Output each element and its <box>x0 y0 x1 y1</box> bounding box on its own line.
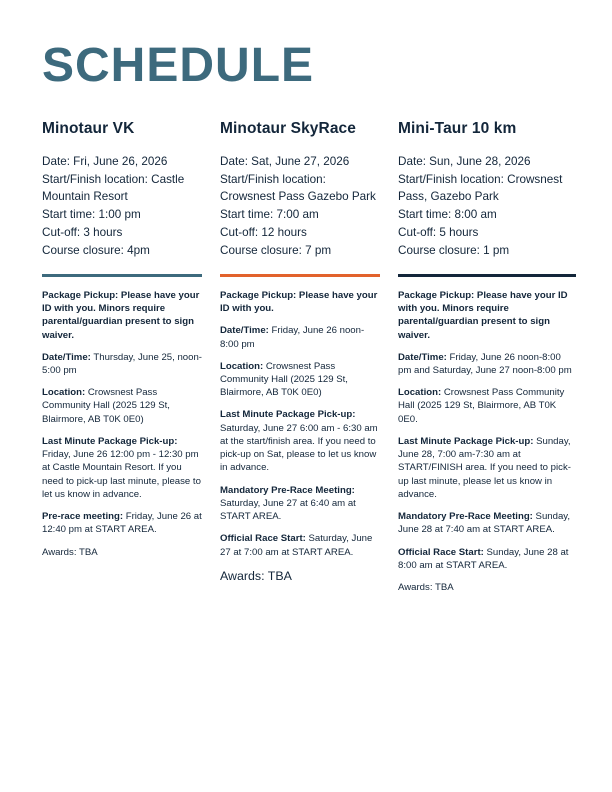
race-details <box>42 289 202 559</box>
schedule-column-minotaur-vk <box>42 120 220 568</box>
detail-datetime <box>42 351 202 377</box>
detail-text: Crowsnest Pass Community Hall (2025 129 St, Blairmore, AB T0K 0E0. <box>398 387 565 425</box>
column-title: Minotaur SkyRace <box>220 120 356 137</box>
race-fact-date: Date: Sat, June 27, 2026 <box>220 155 350 168</box>
detail-text: Saturday, June 27 6:00 am - 6:30 am at the start/finish area. If you need to pick-up on Sat, please to let us know in advance. <box>220 422 378 474</box>
detail-label: Package Pickup: <box>220 289 297 301</box>
detail-pre-race-meeting <box>42 510 202 536</box>
detail-label: Location: <box>220 360 264 372</box>
schedule-column-minotaur-skyrace <box>220 120 398 594</box>
detail-text: Sunday, June 28 at 8:00 am at START AREA. <box>398 546 569 571</box>
detail-awards: Awards: TBA <box>220 568 292 583</box>
race-fact-start-time: Start time: 1:00 pm <box>42 207 141 221</box>
race-fact-start-time: Start time: 8:00 am <box>398 207 497 221</box>
detail-location <box>42 386 202 426</box>
detail-official-race-start <box>220 532 380 558</box>
detail-label: Last Minute Package Pick-up: <box>220 409 356 421</box>
detail-datetime <box>398 351 576 377</box>
detail-label: Location: <box>42 387 86 399</box>
detail-label: Pre-race meeting: <box>42 511 124 523</box>
race-fact-course-closure: Course closure: 4pm <box>42 243 150 257</box>
detail-package-pickup <box>220 289 380 315</box>
race-fact-cutoff: Cut-off: 3 hours <box>42 225 123 239</box>
page-title: SCHEDULE <box>42 39 315 92</box>
detail-text: Crowsnest Pass Community Hall (2025 129 St, Blairmore, AB T0K 0E0) <box>42 387 170 425</box>
detail-text: Please have your ID with you. <box>220 289 378 315</box>
detail-label: Package Pickup: <box>398 289 475 301</box>
race-fact-date: Date: Fri, June 26, 2026 <box>42 155 168 168</box>
detail-text: Friday, June 26 noon-8:00 pm <box>220 325 365 350</box>
detail-label: Package Pickup: <box>42 289 119 301</box>
detail-label: Last Minute Package Pick-up: <box>398 435 534 447</box>
detail-text: Friday, June 26 at 12:40 pm at START AREA. <box>42 511 202 536</box>
detail-text: Friday, June 26 noon-8:00 pm and Saturday, June 27 noon-8:00 pm <box>398 351 572 376</box>
race-facts <box>220 154 380 260</box>
detail-last-minute-pickup <box>220 408 380 474</box>
detail-location <box>398 386 576 426</box>
column-divider <box>398 274 576 277</box>
detail-datetime <box>220 324 380 350</box>
detail-text: Please have your ID with you. Minors require parental/guardian present to sign waiver. <box>42 289 200 341</box>
detail-label: Date/Time: <box>42 351 91 363</box>
race-fact-cutoff: Cut-off: 12 hours <box>220 225 307 239</box>
schedule-column-mini-taur-10km <box>398 120 576 603</box>
race-fact-location: Start/Finish location: Crowsnest Pass Gazebo Park <box>220 172 376 203</box>
race-fact-location: Start/Finish location: Castle Mountain Resort <box>42 172 185 203</box>
detail-text: Sunday, June 28 at 7:40 am at START AREA. <box>398 511 571 536</box>
detail-location <box>220 360 380 400</box>
detail-package-pickup <box>398 289 576 342</box>
race-details <box>220 289 380 585</box>
detail-text: Saturday, June 27 at 6:40 am at START AREA. <box>220 497 356 523</box>
race-details <box>398 289 576 594</box>
detail-label: Date/Time: <box>398 351 447 363</box>
detail-pre-race-meeting <box>398 510 576 536</box>
detail-text: Crowsnest Pass Community Hall (2025 129 St, Blairmore, AB T0K 0E0) <box>220 360 348 399</box>
detail-text: Please have your ID with you. Minors require parental/guardian present to sign waiver. <box>398 289 568 341</box>
column-divider <box>42 274 202 277</box>
detail-pre-race-meeting <box>220 484 380 524</box>
detail-last-minute-pickup <box>398 435 576 501</box>
detail-label: Mandatory Pre-Race Meeting: <box>220 484 355 496</box>
detail-text: Thursday, June 25, noon- 5:00 pm <box>42 351 202 376</box>
detail-text: Sunday, June 28, 7:00 am-7:30 am at START/FINISH area. If you need to pick-up last minute, please let us know in advance. <box>398 435 571 500</box>
detail-awards: Awards: TBA <box>42 546 98 558</box>
race-fact-date: Date: Sun, June 28, 2026 <box>398 155 531 168</box>
detail-label: Last Minute Package Pick-up: <box>42 435 178 447</box>
race-fact-cutoff: Cut-off: 5 hours <box>398 225 479 239</box>
column-title: Minotaur VK <box>42 120 135 137</box>
race-facts <box>398 154 576 260</box>
race-fact-course-closure: Course closure: 7 pm <box>220 243 332 257</box>
detail-official-race-start <box>398 546 576 572</box>
detail-label: Official Race Start: <box>398 546 484 558</box>
detail-package-pickup <box>42 289 202 342</box>
race-fact-course-closure: Course closure: 1 pm <box>398 243 510 257</box>
race-fact-location: Start/Finish location: Crowsnest Pass, Gazebo Park <box>398 172 563 203</box>
schedule-columns <box>42 120 578 603</box>
detail-label: Date/Time: <box>220 325 269 337</box>
detail-awards: Awards: TBA <box>398 582 454 594</box>
race-fact-start-time: Start time: 7:00 am <box>220 207 319 221</box>
detail-last-minute-pickup <box>42 435 202 501</box>
race-facts <box>42 154 202 260</box>
detail-text: Friday, June 26 12:00 pm - 12:30 pm at Castle Mountain Resort. If you need to pick-up last minute, please to let us know in advance. <box>42 449 201 500</box>
detail-label: Official Race Start: <box>220 533 306 545</box>
detail-text: Saturday, June 27 at 7:00 am at START AREA. <box>220 533 373 558</box>
column-title: Mini-Taur 10 km <box>398 120 517 137</box>
detail-label: Location: <box>398 387 442 399</box>
column-divider <box>220 274 380 277</box>
detail-label: Mandatory Pre-Race Meeting: <box>398 511 533 523</box>
